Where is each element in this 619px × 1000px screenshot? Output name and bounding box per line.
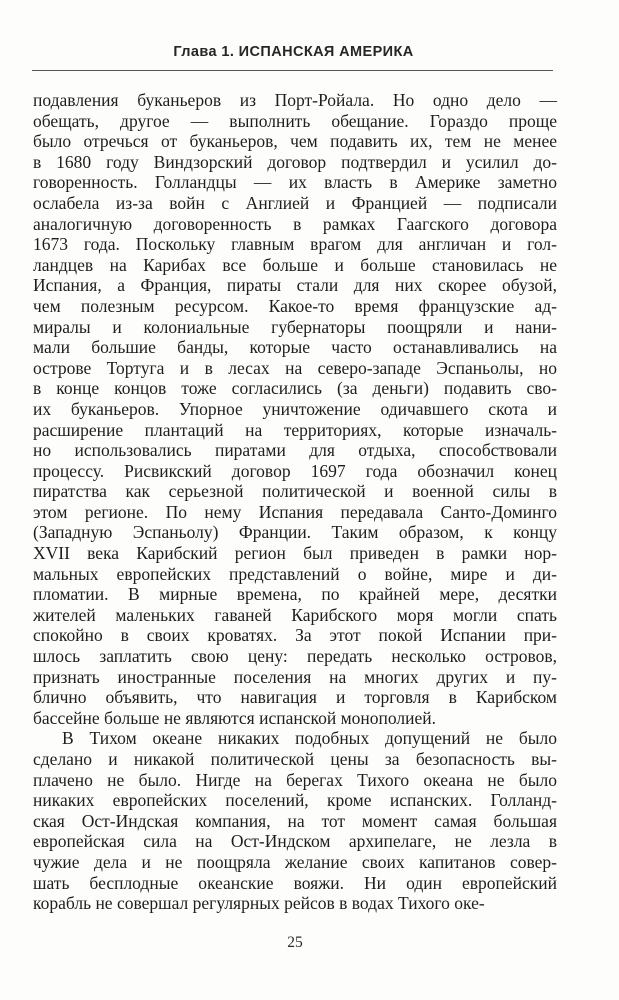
text-line: в 1680 году Виндзорский договор подтвердил и усилил до- (33, 151, 557, 172)
text-line: мали большие банды, которые часто останавливались на (33, 337, 557, 358)
text-line: никаких европейских поселений, кроме испанских. Голланд- (33, 790, 557, 811)
text-line: было отречься от буканьеров, чем подавить их, тем не менее (33, 131, 557, 152)
text-line: корабль не совершал регулярных рейсов в водах Тихого оке- (33, 893, 485, 914)
text-line: процессу. Рисвикский договор 1697 года обозначил конец (33, 460, 557, 481)
text-line: этом регионе. По нему Испания передавала Санто-Доминго (33, 501, 557, 522)
text-line: 1673 года. Поскольку главным врагом для англичан и гол- (33, 234, 557, 255)
text-line: обещать, другое — выполнить обещание. Гораздо проще (33, 110, 557, 131)
text-line: острове Тортуга и в лесах на северо-западе Эспаньолы, но (33, 357, 557, 378)
header-rule-divider (32, 70, 553, 71)
text-line: пиратства как серьезной политической и военной силы в (33, 481, 557, 502)
text-line: шлось заплатить свою цену: передать несколько островов, (33, 646, 557, 667)
text-line: их буканьеров. Упорное уничтожение одичавшего скота и (33, 398, 557, 419)
text-line: чужие дела и не поощряла желание своих капитанов совер- (33, 851, 557, 872)
text-line: но использовались пиратами для отдыха, способствовали (33, 440, 557, 461)
chapter-title: Глава 1. ИСПАНСКАЯ АМЕРИКА (173, 44, 414, 60)
text-line: мальных европейских представлений о войне, мире и ди- (33, 563, 557, 584)
page-number: 25 (287, 934, 303, 951)
text-line: (Западную Эспаньолу) Франции. Таким образом, к концу (33, 522, 557, 543)
text-line: чем полезным ресурсом. Какое-то время французские ад- (33, 295, 557, 316)
text-line: европейская сила на Ост-Индском архипелаге, не лезла в (33, 831, 557, 852)
text-line: признать иностранные поселения на многих других и пу- (33, 666, 557, 687)
text-line: ослабела из-за войн с Англией и Францией — подписали (33, 192, 557, 213)
text-line: жителей маленьких гаваней Карибского моря могли спать (33, 604, 557, 625)
text-line: пломатии. В мирные времена, по крайней мере, десятки (33, 584, 557, 605)
text-line: спокойно в своих кроватях. За этот покой Испании при- (33, 625, 557, 646)
text-line: бассейне больше не являются испанской монополией. (33, 707, 437, 728)
text-line: расширение плантаций на территориях, которые изначаль- (33, 419, 557, 440)
running-header (33, 44, 554, 60)
text-line: ская Ост-Индская компания, на тот момент самая большая (33, 810, 557, 831)
text-line: в конце концов тоже согласились (за деньги) подавить сво- (33, 378, 557, 399)
text-line: В Тихом океане никаких подобных допущений не было (62, 728, 557, 749)
text-line: ландцев на Карибах все больше и больше становилась не (33, 254, 557, 275)
text-line: шать бесплодные океанские вояжи. Ни один европейский (33, 872, 557, 893)
text-line: аналогичную договоренность в рамках Гаагского договора (33, 213, 557, 234)
text-line: плачено не было. Нигде на берегах Тихого океана не было (33, 769, 557, 790)
text-line: XVII века Карибский регион был приведен в рамки нор- (33, 543, 557, 564)
text-line: сделано и никакой политической цены за безопасность вы- (33, 749, 557, 769)
text-line: Испания, а Франция, пираты стали для них скорее обузой, (33, 275, 557, 296)
text-line: блично объявить, что навигация и торговля в Карибском (33, 687, 557, 708)
text-line: подавления буканьеров из Порт-Ройала. Но одно дело — (33, 90, 557, 110)
body-text (33, 90, 557, 914)
text-line: говоренность. Голландцы — их власть в Америке заметно (33, 172, 557, 193)
text-line: миралы и колониальные губернаторы поощряли и нани- (33, 316, 557, 337)
